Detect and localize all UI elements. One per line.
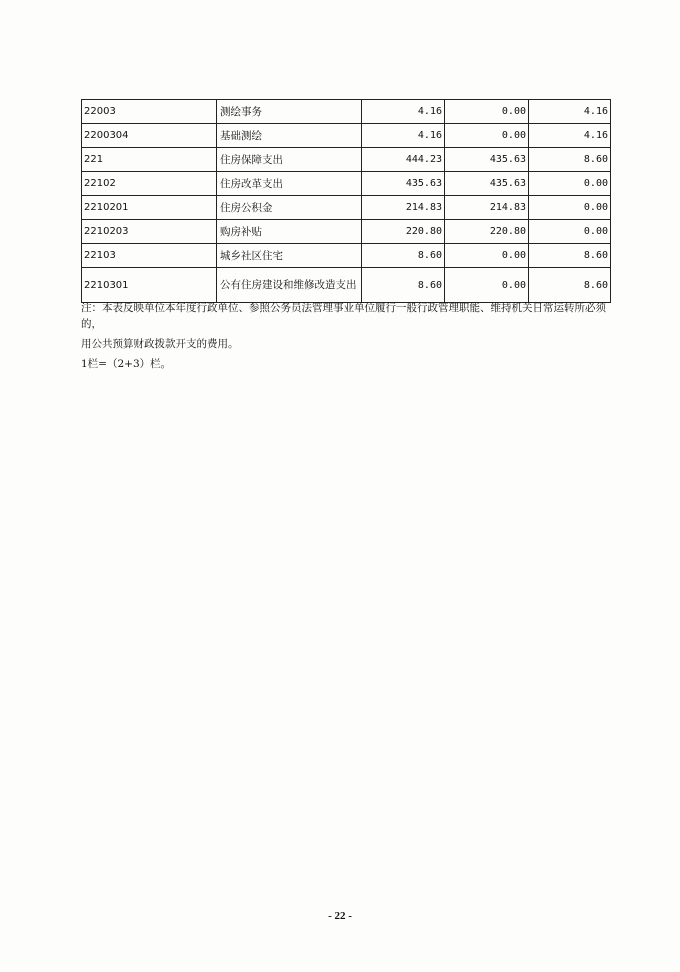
table-row bbox=[82, 100, 611, 124]
project-expense-cell: 8.60 bbox=[529, 244, 611, 268]
subject-name-cell: 住房保障支出 bbox=[217, 148, 362, 172]
total-cell: 214.83 bbox=[362, 196, 445, 220]
total-cell: 220.80 bbox=[362, 220, 445, 244]
project-expense-cell: 0.00 bbox=[529, 196, 611, 220]
subject-name-cell: 城乡社区住宅 bbox=[217, 244, 362, 268]
total-cell: 435.63 bbox=[362, 172, 445, 196]
project-expense-cell: 8.60 bbox=[529, 268, 611, 303]
project-expense-cell: 4.16 bbox=[529, 124, 611, 148]
note-line-4: 1栏=（2+3）栏。 bbox=[81, 358, 172, 370]
project-expense-cell: 4.16 bbox=[529, 100, 611, 124]
basic-expense-cell: 0.00 bbox=[445, 268, 529, 303]
subject-name-cell: 住房公积金 bbox=[217, 196, 362, 220]
table-row bbox=[82, 220, 611, 244]
subject-code-cell: 2210203 bbox=[82, 220, 217, 244]
subject-code-cell: 22003 bbox=[82, 100, 217, 124]
note-line-3: 用公共预算财政拨款开支的费用。 bbox=[81, 338, 239, 350]
total-cell: 444.23 bbox=[362, 148, 445, 172]
table-row bbox=[82, 172, 611, 196]
basic-expense-cell: 435.63 bbox=[445, 148, 529, 172]
subject-code-cell: 221 bbox=[82, 148, 217, 172]
subject-code-cell: 22103 bbox=[82, 244, 217, 268]
budget-table-body bbox=[82, 100, 611, 303]
note-line-1: 注：本表反映单位本年度行政单位、参照公务员法管理事业单位履行一般行政管理职能、维持机关日常运转所必须 bbox=[81, 302, 606, 314]
total-cell: 8.60 bbox=[362, 244, 445, 268]
budget-table bbox=[81, 99, 611, 303]
basic-expense-cell: 0.00 bbox=[445, 100, 529, 124]
subject-code-cell: 2210301 bbox=[82, 268, 217, 303]
project-expense-cell: 0.00 bbox=[529, 172, 611, 196]
table-row bbox=[82, 196, 611, 220]
basic-expense-cell: 220.80 bbox=[445, 220, 529, 244]
basic-expense-cell: 435.63 bbox=[445, 172, 529, 196]
subject-name-cell: 测绘事务 bbox=[217, 100, 362, 124]
table-row bbox=[82, 124, 611, 148]
total-cell: 8.60 bbox=[362, 268, 445, 303]
subject-name-cell: 住房改革支出 bbox=[217, 172, 362, 196]
total-cell: 4.16 bbox=[362, 100, 445, 124]
project-expense-cell: 0.00 bbox=[529, 220, 611, 244]
page-number: - 22 - bbox=[328, 910, 352, 922]
subject-code-cell: 2210201 bbox=[82, 196, 217, 220]
subject-code-cell: 22102 bbox=[82, 172, 217, 196]
note-line-2: 的， bbox=[81, 318, 102, 330]
subject-name-cell: 公有住房建设和维修改造支出 bbox=[217, 268, 362, 303]
basic-expense-cell: 214.83 bbox=[445, 196, 529, 220]
table-row bbox=[82, 244, 611, 268]
basic-expense-cell: 0.00 bbox=[445, 244, 529, 268]
subject-name-cell: 基础测绘 bbox=[217, 124, 362, 148]
total-cell: 4.16 bbox=[362, 124, 445, 148]
subject-name-cell: 购房补贴 bbox=[217, 220, 362, 244]
table-row bbox=[82, 268, 611, 303]
basic-expense-cell: 0.00 bbox=[445, 124, 529, 148]
subject-code-cell: 2200304 bbox=[82, 124, 217, 148]
table-row bbox=[82, 148, 611, 172]
project-expense-cell: 8.60 bbox=[529, 148, 611, 172]
